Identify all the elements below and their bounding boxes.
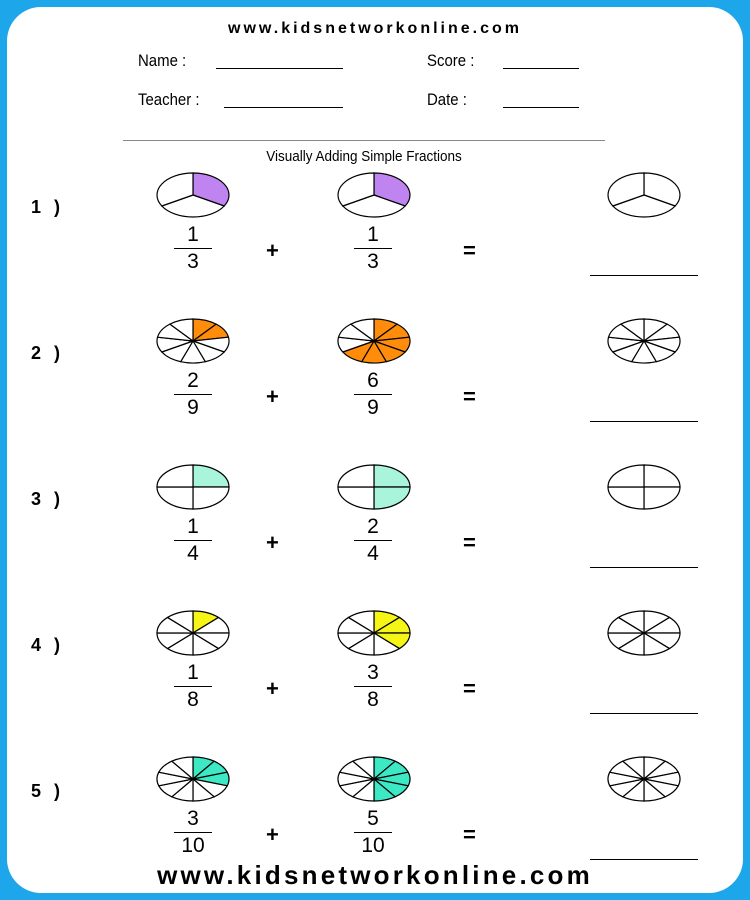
answer-blank[interactable]: [590, 713, 698, 714]
fraction-b: [351, 807, 395, 858]
pie-slice: [644, 465, 680, 487]
numerator: 6: [367, 369, 379, 392]
numerator: 2: [367, 515, 379, 538]
problem-number: 1 ): [31, 197, 65, 217]
worksheet-title: Visually Adding Simple Fractions: [266, 148, 462, 165]
answer-blank[interactable]: [590, 275, 698, 276]
fraction-a: [171, 369, 215, 420]
equals-sign: =: [463, 238, 476, 263]
problem-row: [7, 600, 743, 746]
pie-slice: [608, 465, 644, 487]
answer-pie: [607, 464, 681, 510]
numerator: 1: [367, 223, 379, 246]
equals-sign: =: [463, 822, 476, 847]
problem-row: [7, 162, 743, 308]
fraction-a-pie: [156, 464, 230, 510]
pie-slice: [644, 487, 680, 509]
plus-sign: +: [266, 238, 279, 263]
answer-blank[interactable]: [590, 567, 698, 568]
pie-slice-shaded: [193, 465, 229, 487]
problem-number: 4 ): [31, 635, 65, 655]
fraction-bar: [174, 540, 212, 541]
answer-pie: [607, 610, 681, 656]
answer-blank[interactable]: [590, 421, 698, 422]
fraction-bar: [174, 832, 212, 833]
fraction-b-pie: [337, 172, 411, 218]
numerator: 5: [367, 807, 379, 830]
denominator: 10: [361, 834, 385, 857]
numerator: 1: [187, 515, 199, 538]
fraction-a: [171, 807, 215, 858]
worksheet-sheet: [7, 7, 743, 893]
pie-slice: [157, 465, 193, 487]
plus-sign: +: [266, 530, 279, 555]
denominator: 3: [187, 250, 199, 273]
fraction-a-pie: [156, 172, 230, 218]
problem-number: 5 ): [31, 781, 65, 801]
fraction-a: [171, 223, 215, 274]
denominator: 4: [187, 542, 199, 565]
fraction-bar: [354, 394, 392, 395]
problem-row: [7, 308, 743, 454]
answer-pie: [607, 172, 681, 218]
denominator: 8: [187, 688, 199, 711]
numerator: 3: [367, 661, 379, 684]
date-label: Date :: [427, 90, 467, 109]
answer-pie: [607, 756, 681, 802]
numerator: 1: [187, 661, 199, 684]
fraction-b-pie: [337, 318, 411, 364]
pie-slice: [608, 487, 644, 509]
fraction-bar: [354, 686, 392, 687]
numerator: 2: [187, 369, 199, 392]
pie-slice-shaded: [374, 487, 410, 509]
site-url-footer: www.kidsnetworkonline.com: [157, 860, 593, 890]
date-blank[interactable]: [503, 107, 579, 108]
pie-slice: [338, 465, 374, 487]
name-label: Name :: [138, 51, 187, 70]
denominator: 8: [367, 688, 379, 711]
name-blank[interactable]: [216, 68, 343, 69]
fraction-bar: [174, 686, 212, 687]
fraction-bar: [354, 248, 392, 249]
denominator: 4: [367, 542, 379, 565]
denominator: 9: [367, 396, 379, 419]
fraction-a: [171, 661, 215, 712]
problem-number: 2 ): [31, 343, 65, 363]
problem-row: [7, 454, 743, 600]
equals-sign: =: [463, 530, 476, 555]
equals-sign: =: [463, 384, 476, 409]
fraction-b: [351, 369, 395, 420]
fraction-bar: [174, 394, 212, 395]
plus-sign: +: [266, 384, 279, 409]
denominator: 10: [181, 834, 205, 857]
plus-sign: +: [266, 822, 279, 847]
teacher-label: Teacher :: [138, 90, 200, 109]
pie-slice-shaded: [374, 465, 410, 487]
fraction-a-pie: [156, 756, 230, 802]
teacher-blank[interactable]: [224, 107, 343, 108]
fraction-a-pie: [156, 610, 230, 656]
fraction-b: [351, 661, 395, 712]
fraction-b-pie: [337, 610, 411, 656]
fraction-b: [351, 223, 395, 274]
header-divider: [123, 140, 605, 141]
problem-number: 3 ): [31, 489, 65, 509]
fraction-b-pie: [337, 464, 411, 510]
pie-slice: [338, 487, 374, 509]
numerator: 1: [187, 223, 199, 246]
fraction-b: [351, 515, 395, 566]
numerator: 3: [187, 807, 199, 830]
pie-slice: [193, 487, 229, 509]
pie-slice: [157, 487, 193, 509]
fraction-bar: [354, 540, 392, 541]
denominator: 9: [187, 396, 199, 419]
answer-pie: [607, 318, 681, 364]
site-url-header: www.kidsnetworkonline.com: [228, 20, 522, 37]
equals-sign: =: [463, 676, 476, 701]
fraction-b-pie: [337, 756, 411, 802]
score-blank[interactable]: [503, 68, 579, 69]
fraction-bar: [174, 248, 212, 249]
fraction-a-pie: [156, 318, 230, 364]
denominator: 3: [367, 250, 379, 273]
fraction-a: [171, 515, 215, 566]
score-label: Score :: [427, 51, 475, 70]
plus-sign: +: [266, 676, 279, 701]
fraction-bar: [354, 832, 392, 833]
